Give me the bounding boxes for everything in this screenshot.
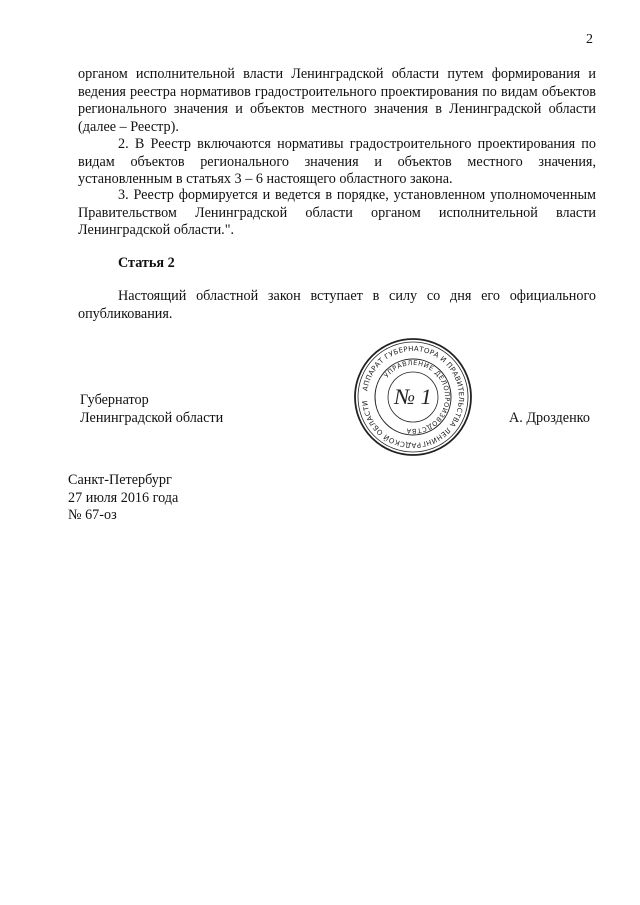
seal-inner-text: УПРАВЛЕНИЕ ДЕЛОПРОИЗВОДСТВА xyxy=(382,358,452,436)
footer-law-number: № 67-оз xyxy=(68,507,117,523)
page-number: 2 xyxy=(586,32,593,47)
footer-city: Санкт-Петербург xyxy=(68,472,172,488)
paragraph-continuation: органом исполнительной власти Ленинградской области путем формирования и ведения реестра нормативов градостроительного проектирования по видам объектов регионального значения и объектов местного значения в Ленинградской области (далее – Реестр). xyxy=(78,66,596,135)
seal-number: № 1 xyxy=(394,384,432,409)
official-seal-stamp xyxy=(352,336,474,458)
signature-name: А. Дрозденко xyxy=(509,410,590,426)
signature-position xyxy=(80,392,223,427)
signature-position-line-1: Губернатор xyxy=(80,392,149,408)
seal-icon xyxy=(352,336,474,458)
paragraph-enactment: Настоящий областной закон вступает в силу со дня его официального опубликования. xyxy=(78,288,596,322)
paragraph-item-3: 3. Реестр формируется и ведется в порядке, установленном уполномоченным Правительством Ленинградской области органом исполнительной власти Ленинградской области.". xyxy=(78,187,596,238)
article-title: Статья 2 xyxy=(118,255,175,271)
signature-position-line-2: Ленинградской области xyxy=(80,409,224,426)
paragraph-item-2: 2. В Реестр включаются нормативы градостроительного проектирования по видам объектов регионального значения и объектов местного значения, установленным в статьях 3 – 6 настоящего областного закона. xyxy=(78,136,596,187)
document-footer xyxy=(68,472,178,525)
footer-date: 27 июля 2016 года xyxy=(68,489,179,506)
seal-outer-text: АППАРАТ ГУБЕРНАТОРА И ПРАВИТЕЛЬСТВА ЛЕНИНГРАДСКОЙ ОБЛАСТИ xyxy=(361,344,466,450)
